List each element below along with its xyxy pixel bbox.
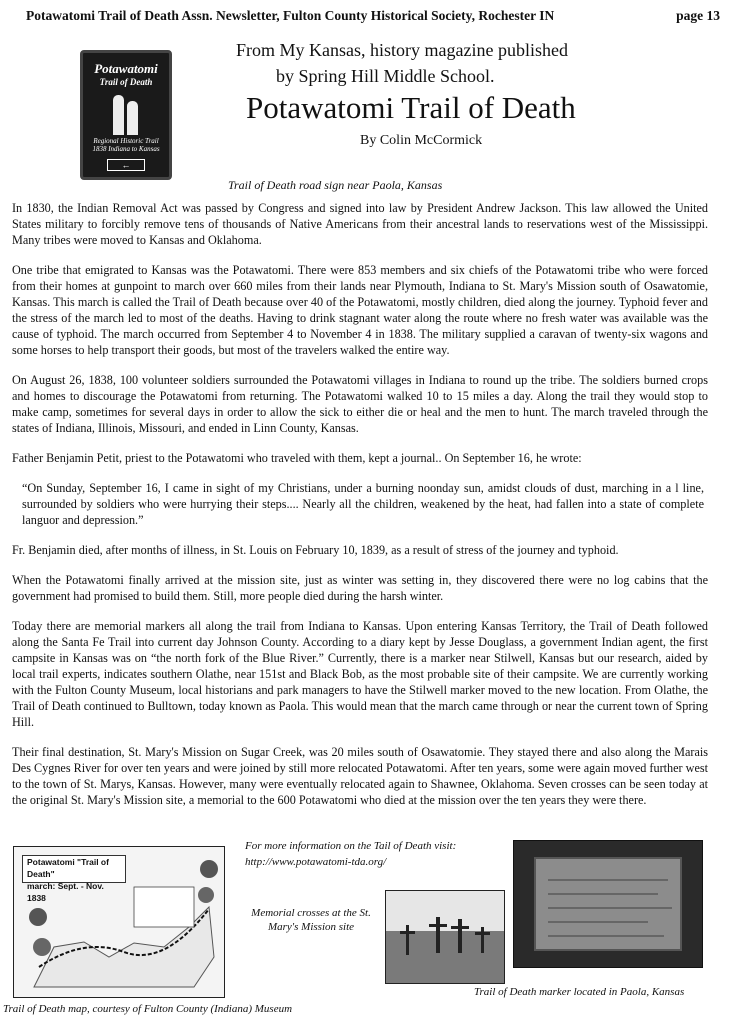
marker-caption: Trail of Death marker located in Paola, Kansas: [474, 986, 685, 998]
road-sign-line2: Trail of Death: [99, 77, 153, 87]
road-sign-line4: 1838 Indiana to Kansas: [92, 145, 160, 153]
map-title: [22, 855, 126, 903]
marker-plaque: [534, 857, 682, 951]
arrow-icon: ←: [107, 159, 145, 171]
paragraph: On August 26, 1838, 100 volunteer soldiers surrounded the Potawatomi villages in Indiana to round up the tribe. The soldiers burned crops and homes to discourage the Potawatomi from returning. The Potawatomi walked 10 to 15 miles a day. Along the trail they would stop to make camp, sometimes for several days in order to allow the sick to either die or heal and the men to hunt. The march traveled through the states of Indiana, Illinois, Missouri, and ended in Linn County, Kansas.: [12, 373, 708, 435]
figures-silhouette-icon: [111, 91, 141, 135]
road-sign-line3: Regional Historic Trail: [93, 137, 159, 145]
journal-quote: “On Sunday, September 16, I came in sight of my Christians, under a burning noonday sun, amidst clouds of dust, marching in a l line, surrounded by soldiers who were hurrying their steps.... Nearly all the children, weakened by the heat, had fallen into a state of complete languor and depression.”: [22, 481, 704, 527]
paragraph: One tribe that emigrated to Kansas was the Potawatomi. There were 853 members and six chiefs of the Potawatomi tribe who were forced from their homes at gunpoint to march over 660 miles from their lands near Plymouth, Indiana to St. Mary's Mission south of Osawatomie, Kansas. This march is called the Trail of Death because over 40 of the Potawatomi, mostly children, died along the journey. Typhoid fever and the stress of the march led to most of the deaths. Having to drink stagnant water along the route where no fresh water was available was the cause of typhoid. The march occurred from September 4 to November 4 in 1838. The military supplied a caravan of twenty-six wagons and some horses to help transport their goods, but most of the travelers walked the entire way.: [12, 263, 708, 357]
newsletter-header: [26, 8, 720, 26]
source-line-2: by Spring Hill Middle School.: [276, 66, 495, 86]
road-sign-line1: Potawatomi: [94, 61, 158, 76]
crosses-caption: Memorial crosses at the St. Mary's Mission site: [251, 907, 371, 933]
paragraph: When the Potawatomi finally arrived at the mission site, just as winter was setting in, they discovered there were no log cabins that the government had promised to build them. Still, more people died during the harsh winter.: [12, 573, 708, 603]
memorial-crosses-photo: [385, 890, 505, 984]
map-caption: Trail of Death map, courtesy of Fulton County (Indiana) Museum: [3, 1003, 293, 1015]
header-title: Potawatomi Trail of Death Assn. Newsletter, Fulton County Historical Society, Rochester IN: [26, 8, 555, 23]
website-link[interactable]: http://www.potawatomi-tda.org/: [245, 856, 387, 868]
paragraph: Father Benjamin Petit, priest to the Potawatomi who traveled with them, kept a journal.. On September 16, he wrote:: [12, 451, 582, 465]
map-title-line2: march: Sept. - Nov. 1838: [27, 881, 104, 903]
source-line-1: From My Kansas, history magazine published: [236, 40, 568, 60]
more-info-text: For more information on the Tail of Death visit:: [245, 840, 457, 852]
paragraph: Their final destination, St. Mary's Mission on Sugar Creek, was 20 miles south of Osawatomie. They stayed there and also along the Marais Des Cygnes River for over ten years and were joined by still more relocated Potawatomi. After ten years, some were again moved further west to the town of St. Marys, Kansas. However, many were eventually relocated again to Shawnee, Oklahoma. Seven crosses can be seen today at the original St. Mary's Mission site, a memorial to the 600 Potawatomi who died at the mission over the ten years they were there.: [12, 745, 708, 807]
article-body: [12, 200, 708, 822]
paragraph: In 1830, the Indian Removal Act was passed by Congress and signed into law by President Andrew Jackson. This law allowed the United States military to forcibly remove tens of thousands of Native Americans from their ancestral lands to reservations west of the Mississippi. Many tribes were moved to Kansas and Oklahoma.: [12, 201, 708, 247]
article-byline: By Colin McCormick: [360, 133, 483, 148]
map-title-line1: Potawatomi "Trail of Death": [27, 857, 109, 879]
road-sign-caption: Trail of Death road sign near Paola, Kansas: [228, 178, 443, 192]
page-number: page 13: [676, 8, 720, 23]
road-sign-photo: [80, 50, 172, 180]
article-title: Potawatomi Trail of Death: [246, 90, 576, 125]
paragraph: Today there are memorial markers all along the trail from Indiana to Kansas. Upon entering Kansas Territory, the Trail of Death followed along the Santa Fe Trail into current day Johnson County. According to a diary kept by Jesse Douglass, a government Indian agent, the first campsite in Kansas was on “the north fork of the Blue River.” Currently, there is a marker near Stilwell, Kansas but our research, aided by local trail experts, indicates southern Olathe, near 151st and Black Bob, as the most probable site of their campsite. We are currently working with the Fulton County Museum, local historians and park managers to have the Stilwell marker moved to the new location. From Olathe, the Trail of Death continued to Bulltown, today known as Paola. This would mean that the march came through or near the current town of Spring Hill.: [12, 619, 708, 729]
paragraph: Fr. Benjamin died, after months of illness, in St. Louis on February 10, 1839, as a result of stress of the journey and typhoid.: [12, 543, 619, 557]
trail-map-image: [13, 846, 225, 998]
trail-marker-photo: [513, 840, 703, 968]
crosses-drawing: [386, 891, 505, 984]
